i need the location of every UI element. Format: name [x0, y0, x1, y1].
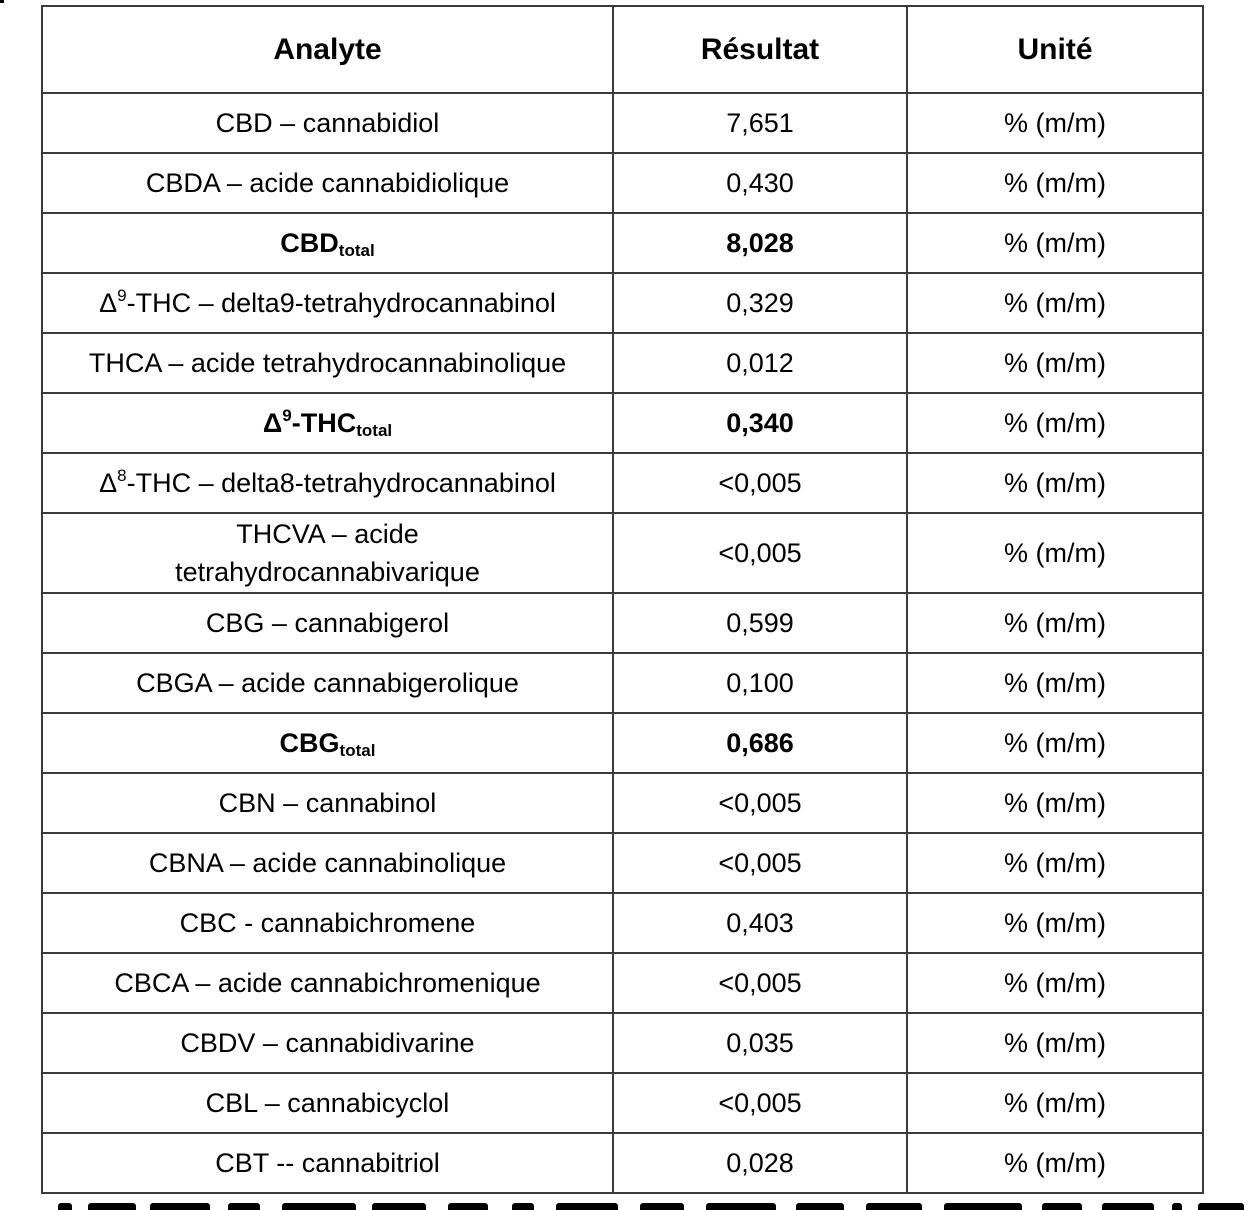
- analyte-cell: [42, 153, 613, 213]
- table-header-row: [42, 6, 1203, 93]
- unit-cell: % (m/m): [907, 953, 1203, 1013]
- analyte-name: -THC – delta8-tetrahydrocannabinol: [126, 468, 556, 498]
- analyte-name: CBD: [280, 228, 339, 258]
- analyte-name: CBN – cannabinol: [218, 788, 437, 818]
- analyte-cell: [42, 593, 613, 653]
- table-row-total: [42, 713, 1203, 773]
- header-analyte: Analyte: [42, 6, 613, 93]
- analyte-name: CBDV – cannabidivarine: [180, 1028, 475, 1058]
- table-row: [42, 1013, 1203, 1073]
- analyte-cell: [42, 333, 613, 393]
- analyte-cell: [42, 1073, 613, 1133]
- table-row: [42, 273, 1203, 333]
- analyte-cell: [42, 93, 613, 153]
- delta-symbol: Δ: [99, 288, 118, 318]
- delta-symbol: Δ: [99, 468, 118, 498]
- result-cell: 8,028: [613, 213, 907, 273]
- total-subscript: total: [338, 241, 375, 260]
- cropped-footnote-line: [0, 1203, 1252, 1210]
- analyte-name: CBGA – acide cannabigerolique: [136, 668, 519, 698]
- result-cell: <0,005: [613, 513, 907, 593]
- total-subscript: total: [339, 741, 376, 760]
- table-row: [42, 453, 1203, 513]
- unit-cell: % (m/m): [907, 333, 1203, 393]
- analyte-name: CBL – cannabicyclol: [205, 1088, 450, 1118]
- unit-cell: % (m/m): [907, 593, 1203, 653]
- unit-cell: % (m/m): [907, 713, 1203, 773]
- result-cell: 0,686: [613, 713, 907, 773]
- unit-cell: % (m/m): [907, 273, 1203, 333]
- result-cell: <0,005: [613, 773, 907, 833]
- cropped-text-fragment: [0, 0, 4, 3]
- unit-cell: % (m/m): [907, 393, 1203, 453]
- analyte-cell: [42, 393, 613, 453]
- unit-cell: % (m/m): [907, 213, 1203, 273]
- analyte-cell: [42, 213, 613, 273]
- analyte-name: CBG – cannabigerol: [205, 608, 450, 638]
- analyte-name: -THC – delta9-tetrahydrocannabinol: [126, 288, 556, 318]
- table-row-total: [42, 393, 1203, 453]
- analyte-name: CBG: [279, 728, 340, 758]
- result-cell: 0,035: [613, 1013, 907, 1073]
- analyte-name: CBCA – acide cannabichromenique: [114, 968, 541, 998]
- analyte-cell: [42, 953, 613, 1013]
- isomer-superscript: 9: [282, 406, 292, 425]
- result-cell: 0,329: [613, 273, 907, 333]
- result-cell: <0,005: [613, 453, 907, 513]
- result-cell: <0,005: [613, 833, 907, 893]
- analyte-cell: [42, 893, 613, 953]
- unit-cell: % (m/m): [907, 653, 1203, 713]
- table-row: [42, 153, 1203, 213]
- analyte-name: CBNA – acide cannabinolique: [148, 848, 507, 878]
- analyte-name: CBC - cannabichromene: [179, 908, 476, 938]
- unit-cell: % (m/m): [907, 773, 1203, 833]
- analyte-name: THCVA – acide tetrahydrocannabivarique: [175, 519, 480, 587]
- analyte-name: -THC: [291, 408, 357, 438]
- table-row: [42, 593, 1203, 653]
- analyte-cell: [42, 1133, 613, 1193]
- result-cell: 0,340: [613, 393, 907, 453]
- table-row: [42, 653, 1203, 713]
- table-row: [42, 773, 1203, 833]
- header-result: Résultat: [613, 6, 907, 93]
- analyte-cell: [42, 833, 613, 893]
- result-cell: <0,005: [613, 953, 907, 1013]
- unit-cell: % (m/m): [907, 513, 1203, 593]
- unit-cell: % (m/m): [907, 93, 1203, 153]
- analyte-cell: [42, 513, 613, 593]
- table-row-total: [42, 213, 1203, 273]
- header-unit: Unité: [907, 6, 1203, 93]
- result-cell: 0,403: [613, 893, 907, 953]
- result-cell: 0,100: [613, 653, 907, 713]
- unit-cell: % (m/m): [907, 453, 1203, 513]
- table-row: [42, 833, 1203, 893]
- table-row: [42, 333, 1203, 393]
- table-row: [42, 1073, 1203, 1133]
- table-row: [42, 513, 1203, 593]
- isomer-superscript: 9: [117, 286, 127, 305]
- analyte-name: CBD – cannabidiol: [215, 108, 440, 138]
- delta-symbol: Δ: [262, 408, 283, 438]
- unit-cell: % (m/m): [907, 833, 1203, 893]
- result-cell: 7,651: [613, 93, 907, 153]
- table-body: [42, 93, 1203, 1193]
- analyte-cell: [42, 273, 613, 333]
- analyte-name: CBDA – acide cannabidiolique: [145, 168, 510, 198]
- unit-cell: % (m/m): [907, 1133, 1203, 1193]
- analyte-name: THCA – acide tetrahydrocannabinolique: [88, 348, 567, 378]
- analyte-cell: [42, 1013, 613, 1073]
- analyte-cell: [42, 773, 613, 833]
- table-row: [42, 893, 1203, 953]
- analyte-cell: [42, 713, 613, 773]
- unit-cell: % (m/m): [907, 893, 1203, 953]
- unit-cell: % (m/m): [907, 1013, 1203, 1073]
- analyte-cell: [42, 453, 613, 513]
- result-cell: 0,012: [613, 333, 907, 393]
- cannabinoid-results-table: [41, 5, 1204, 1194]
- result-cell: 0,430: [613, 153, 907, 213]
- unit-cell: % (m/m): [907, 1073, 1203, 1133]
- table-row: [42, 93, 1203, 153]
- total-subscript: total: [356, 421, 393, 440]
- analyte-cell: [42, 653, 613, 713]
- result-cell: <0,005: [613, 1073, 907, 1133]
- result-cell: 0,599: [613, 593, 907, 653]
- table-row: [42, 953, 1203, 1013]
- table-row: [42, 1133, 1203, 1193]
- isomer-superscript: 8: [117, 466, 127, 485]
- result-cell: 0,028: [613, 1133, 907, 1193]
- analyte-name: CBT -- cannabitriol: [215, 1148, 440, 1178]
- unit-cell: % (m/m): [907, 153, 1203, 213]
